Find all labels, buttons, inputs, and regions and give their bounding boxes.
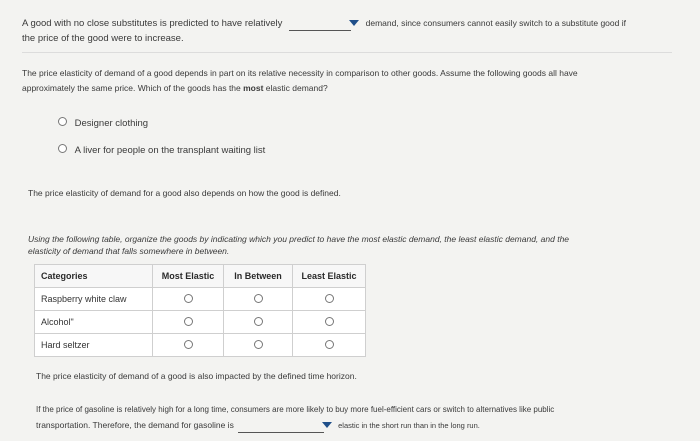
header-least-elastic: Least Elastic (293, 265, 366, 288)
divider (22, 52, 672, 53)
table-row (35, 288, 366, 311)
q4-line1: If the price of gasoline is relatively high for a long time, consumers are more likely to buy more fuel-efficient cars or switch to alternatives like public (36, 405, 555, 414)
q1-line2: the price of the good were to increase. (22, 33, 184, 44)
q1-dropdown-caret-icon[interactable] (349, 20, 359, 26)
radio-icon[interactable] (325, 294, 334, 303)
radio-icon[interactable] (325, 340, 334, 349)
radio-icon[interactable] (325, 317, 334, 326)
radio-icon[interactable] (184, 317, 193, 326)
table-row (35, 311, 366, 334)
q1-pre-text: A good with no close substitutes is predicted to have relatively (22, 18, 283, 29)
header-most-elastic: Most Elastic (153, 265, 224, 288)
q2-option-liver[interactable] (58, 143, 265, 158)
q2-prompt-pre: approximately the same price. Which of the goods has the (22, 83, 244, 93)
row-label: Alcohol" (35, 311, 153, 334)
radio-icon[interactable] (254, 340, 263, 349)
radio-icon[interactable] (58, 117, 67, 126)
q4-statement: The price elasticity of demand of a good is also impacted by the defined time horizon. (36, 371, 357, 381)
q2-prompt-bold: most (243, 83, 264, 93)
q2-option-label: Designer clothing (74, 118, 149, 129)
header-in-between: In Between (224, 265, 293, 288)
table-row (35, 334, 366, 357)
q2-prompt-line2 (22, 81, 328, 96)
row-label: Raspberry white claw (35, 288, 153, 311)
q2-prompt-post: elastic demand? (263, 83, 328, 93)
q1-text (22, 15, 626, 31)
q4-elasticity-dropdown[interactable] (238, 417, 324, 433)
q2-prompt-line1: The price elasticity of demand of a good depends in part on its relative necessity in comparison to other goods. Assume the following goods all have (22, 68, 578, 78)
radio-icon[interactable] (254, 317, 263, 326)
radio-icon[interactable] (254, 294, 263, 303)
q2-option-designer-clothing[interactable] (58, 116, 148, 131)
table-header-row (35, 265, 366, 288)
radio-icon[interactable] (184, 340, 193, 349)
q4-line2-post: elastic in the short run than in the long run. (338, 421, 480, 430)
q1-post-text: demand, since consumers cannot easily switch to a substitute good if (365, 18, 626, 28)
q2-option-label: A liver for people on the transplant waiting list (74, 145, 266, 156)
q3-instructions-line1: Using the following table, organize the goods by indicating which you predict to have the most elastic demand, the least elastic demand, and the (28, 234, 570, 244)
radio-icon[interactable] (184, 294, 193, 303)
q4-dropdown-caret-icon[interactable] (322, 422, 332, 428)
elasticity-table (34, 264, 366, 357)
q1-elasticity-dropdown[interactable] (289, 15, 351, 31)
radio-icon[interactable] (58, 144, 67, 153)
q3-statement: The price elasticity of demand for a good also depends on how the good is defined. (28, 188, 341, 198)
header-categories: Categories (35, 265, 153, 288)
row-label: Hard seltzer (35, 334, 153, 357)
q4-line2 (36, 417, 480, 433)
q4-line2-pre: transportation. Therefore, the demand for gasoline is (36, 420, 234, 430)
q3-instructions-line2: elasticity of demand that falls somewhere in between. (28, 246, 230, 256)
